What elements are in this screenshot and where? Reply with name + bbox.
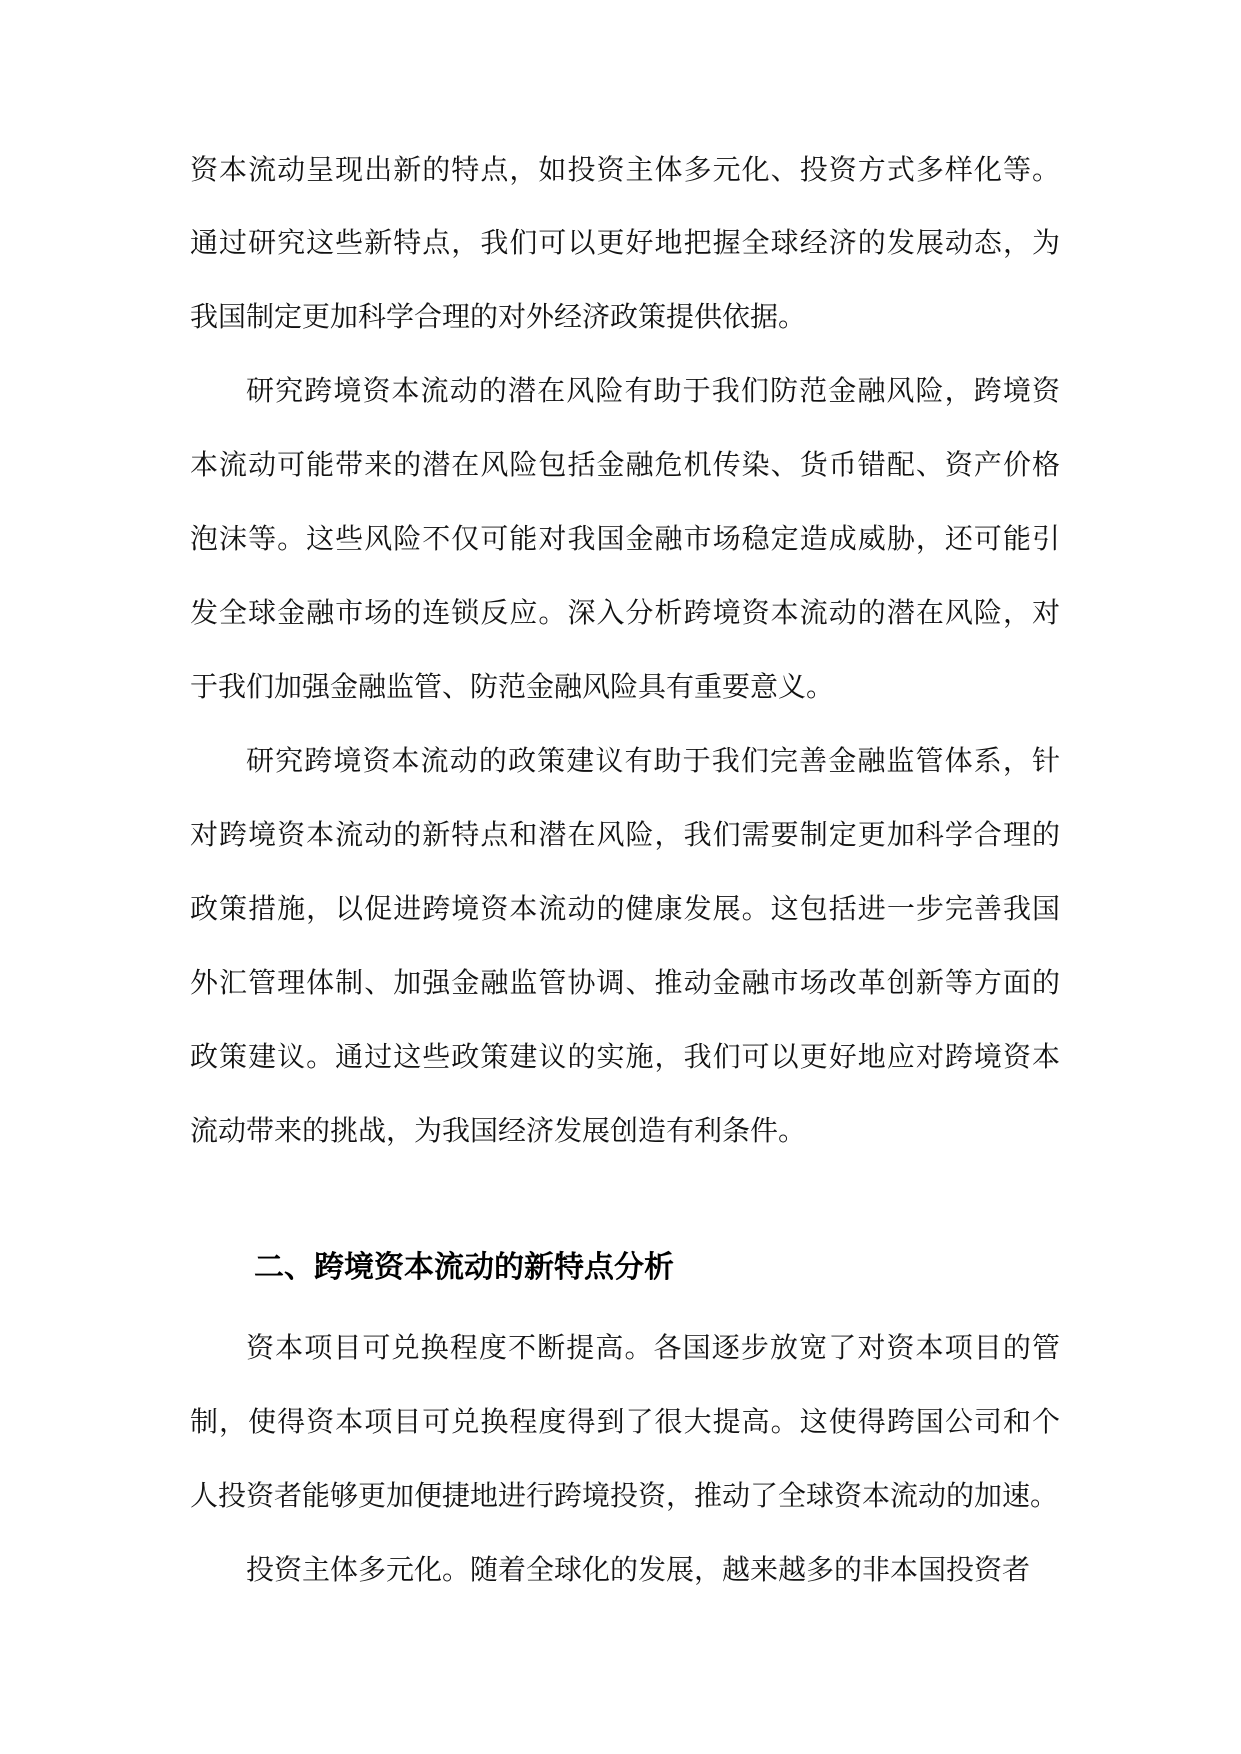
paragraph-line: 流动带来的挑战，为我国经济发展创造有利条件。 <box>190 1114 807 1147</box>
paragraph-line: 资本流动呈现出新的特点，如投资主体多元化、投资方式多样化等。 <box>190 153 1060 186</box>
paragraph-line: 外汇管理体制、加强金融监管协调、推动金融市场改革创新等方面的 <box>190 966 1060 999</box>
paragraph-line: 政策建议。通过这些政策建议的实施，我们可以更好地应对跨境资本 <box>190 1040 1060 1073</box>
section-heading: 二、跨境资本流动的新特点分析 <box>254 1250 674 1285</box>
paragraph-line: 本流动可能带来的潜在风险包括金融危机传染、货币错配、资产价格 <box>190 448 1060 481</box>
paragraph-line: 资本项目可兑换程度不断提高。各国逐步放宽了对资本项目的管 <box>246 1331 1060 1364</box>
paragraph-line: 对跨境资本流动的新特点和潜在风险，我们需要制定更加科学合理的 <box>190 818 1060 851</box>
paragraph-line: 泡沫等。这些风险不仅可能对我国金融市场稳定造成威胁，还可能引 <box>190 522 1060 555</box>
paragraph-line: 人投资者能够更加便捷地进行跨境投资，推动了全球资本流动的加速。 <box>190 1479 1059 1512</box>
paragraph-line: 投资主体多元化。随着全球化的发展，越来越多的非本国投资者 <box>246 1553 1031 1586</box>
paragraph-line: 研究跨境资本流动的潜在风险有助于我们防范金融风险，跨境资 <box>246 374 1060 407</box>
paragraph-line: 研究跨境资本流动的政策建议有助于我们完善金融监管体系，针 <box>246 744 1060 777</box>
paragraph-line: 政策措施，以促进跨境资本流动的健康发展。这包括进一步完善我国 <box>190 892 1060 925</box>
paragraph-line: 我国制定更加科学合理的对外经济政策提供依据。 <box>190 300 807 333</box>
paragraph-line: 通过研究这些新特点，我们可以更好地把握全球经济的发展动态，为 <box>190 226 1060 259</box>
paragraph-line: 于我们加强金融监管、防范金融风险具有重要意义。 <box>190 670 835 703</box>
paragraph-line: 发全球金融市场的连锁反应。深入分析跨境资本流动的潜在风险，对 <box>190 596 1060 629</box>
paragraph-line: 制，使得资本项目可兑换程度得到了很大提高。这使得跨国公司和个 <box>190 1405 1060 1438</box>
